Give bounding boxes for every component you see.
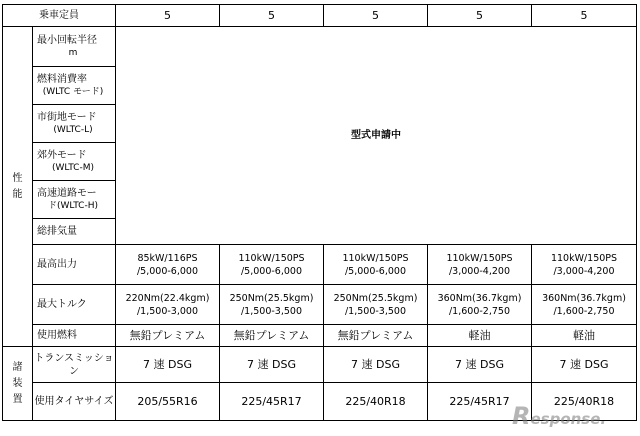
capacity-value: 5 bbox=[220, 5, 324, 27]
table-row-capacity bbox=[3, 5, 637, 27]
capacity-value: 5 bbox=[116, 5, 220, 27]
transmission-value: 7 速 DSG bbox=[116, 347, 220, 383]
max-power-value: 110kW/150PS /3,000-4,200 bbox=[532, 245, 637, 285]
capacity-label: 乗車定員 bbox=[3, 5, 116, 27]
tire-size-value: 225/45R17 bbox=[428, 383, 532, 421]
capacity-value: 5 bbox=[532, 5, 637, 27]
row-label: 総排気量 bbox=[33, 219, 116, 245]
fuel-value: 軽油 bbox=[428, 325, 532, 347]
response-watermark: Response. bbox=[512, 402, 607, 430]
row-label: 郊外モード (WLTC-M) bbox=[33, 143, 116, 181]
table-row-max-torque bbox=[3, 285, 637, 325]
max-power-label: 最高出力 bbox=[33, 245, 116, 285]
pending-approval-note: 型式申請中 bbox=[116, 27, 637, 245]
max-torque-value: 360Nm(36.7kgm) /1,600-2,750 bbox=[428, 285, 532, 325]
max-power-value: 110kW/150PS /3,000-4,200 bbox=[428, 245, 532, 285]
equipment-group-label: 諸装置 bbox=[3, 347, 33, 421]
max-torque-label: 最大トルク bbox=[33, 285, 116, 325]
table-row-max-power bbox=[3, 245, 637, 285]
max-torque-value: 360Nm(36.7kgm) /1,600-2,750 bbox=[532, 285, 637, 325]
max-torque-value: 250Nm(25.5kgm) /1,500-3,500 bbox=[220, 285, 324, 325]
spec-table bbox=[2, 4, 637, 421]
max-power-value: 110kW/150PS /5,000-6,000 bbox=[324, 245, 428, 285]
row-label: 市街地モード (WLTC-L) bbox=[33, 105, 116, 143]
fuel-label: 使用燃料 bbox=[33, 325, 116, 347]
row-label: 燃料消費率 (WLTC モード) bbox=[33, 67, 116, 105]
tire-size-value: 225/40R18 bbox=[324, 383, 428, 421]
capacity-value: 5 bbox=[324, 5, 428, 27]
performance-group-label: 性能 bbox=[3, 27, 33, 347]
transmission-value: 7 速 DSG bbox=[428, 347, 532, 383]
fuel-value: 軽油 bbox=[532, 325, 637, 347]
capacity-value: 5 bbox=[428, 5, 532, 27]
table-row-transmission bbox=[3, 347, 637, 383]
transmission-value: 7 速 DSG bbox=[324, 347, 428, 383]
table-row bbox=[3, 27, 637, 67]
row-label: 高速道路モー ド(WLTC-H) bbox=[33, 181, 116, 219]
row-label: 最小回転半径 m bbox=[33, 27, 116, 67]
fuel-value: 無鉛プレミアム bbox=[220, 325, 324, 347]
tire-size-value: 225/45R17 bbox=[220, 383, 324, 421]
transmission-label: トランスミッション bbox=[33, 347, 116, 383]
max-torque-value: 220Nm(22.4kgm) /1,500-3,000 bbox=[116, 285, 220, 325]
tire-size-value: 205/55R16 bbox=[116, 383, 220, 421]
max-torque-value: 250Nm(25.5kgm) /1,500-3,500 bbox=[324, 285, 428, 325]
tire-size-label: 使用タイヤサイズ bbox=[33, 383, 116, 421]
table-row-fuel bbox=[3, 325, 637, 347]
fuel-value: 無鉛プレミアム bbox=[324, 325, 428, 347]
transmission-value: 7 速 DSG bbox=[220, 347, 324, 383]
max-power-value: 85kW/116PS /5,000-6,000 bbox=[116, 245, 220, 285]
tire-size-value: 225/40R18 bbox=[532, 383, 637, 421]
transmission-value: 7 速 DSG bbox=[532, 347, 637, 383]
fuel-value: 無鉛プレミアム bbox=[116, 325, 220, 347]
max-power-value: 110kW/150PS /5,000-6,000 bbox=[220, 245, 324, 285]
